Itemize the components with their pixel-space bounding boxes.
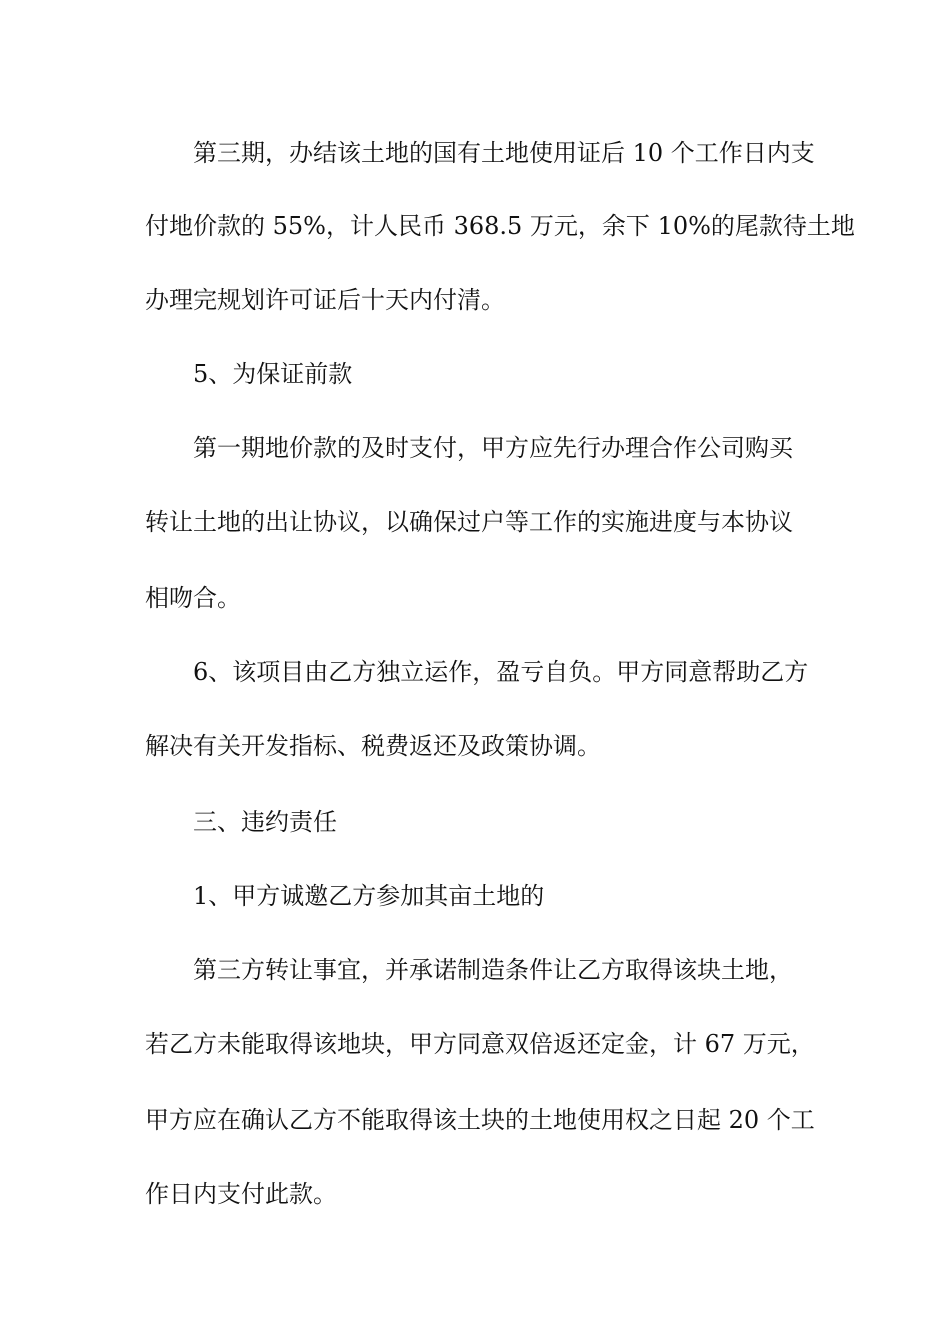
paragraph-line: 转让土地的出让协议，以确保过户等工作的实施进度与本协议 — [145, 508, 793, 536]
paragraph-line: 相吻合。 — [145, 584, 241, 612]
paragraph-line: 1、甲方诚邀乙方参加其亩土地的 — [193, 882, 545, 910]
paragraph-line: 若乙方未能取得该地块，甲方同意双倍返还定金，计 67 万元， — [145, 1030, 815, 1058]
paragraph-line: 解决有关开发指标、税费返还及政策协调。 — [145, 732, 601, 760]
section-heading: 5、为保证前款 — [193, 360, 353, 388]
paragraph-line: 甲方应在确认乙方不能取得该土块的土地使用权之日起 20 个工 — [145, 1106, 815, 1134]
paragraph-line: 第三期，办结该土地的国有土地使用证后 10 个工作日内支 — [193, 139, 815, 167]
section-heading: 三、违约责任 — [193, 808, 337, 836]
paragraph-line: 作日内支付此款。 — [145, 1180, 337, 1208]
paragraph-line: 6、该项目由乙方独立运作，盈亏自负。甲方同意帮助乙方 — [193, 658, 809, 686]
paragraph-line: 第三方转让事宜，并承诺制造条件让乙方取得该块土地， — [193, 956, 793, 984]
paragraph-line: 办理完规划许可证后十天内付清。 — [145, 286, 505, 314]
paragraph-line: 付地价款的 55%，计人民币 368.5 万元，余下 10%的尾款待土地 — [145, 212, 855, 240]
paragraph-line: 第一期地价款的及时支付，甲方应先行办理合作公司购买 — [193, 434, 793, 462]
